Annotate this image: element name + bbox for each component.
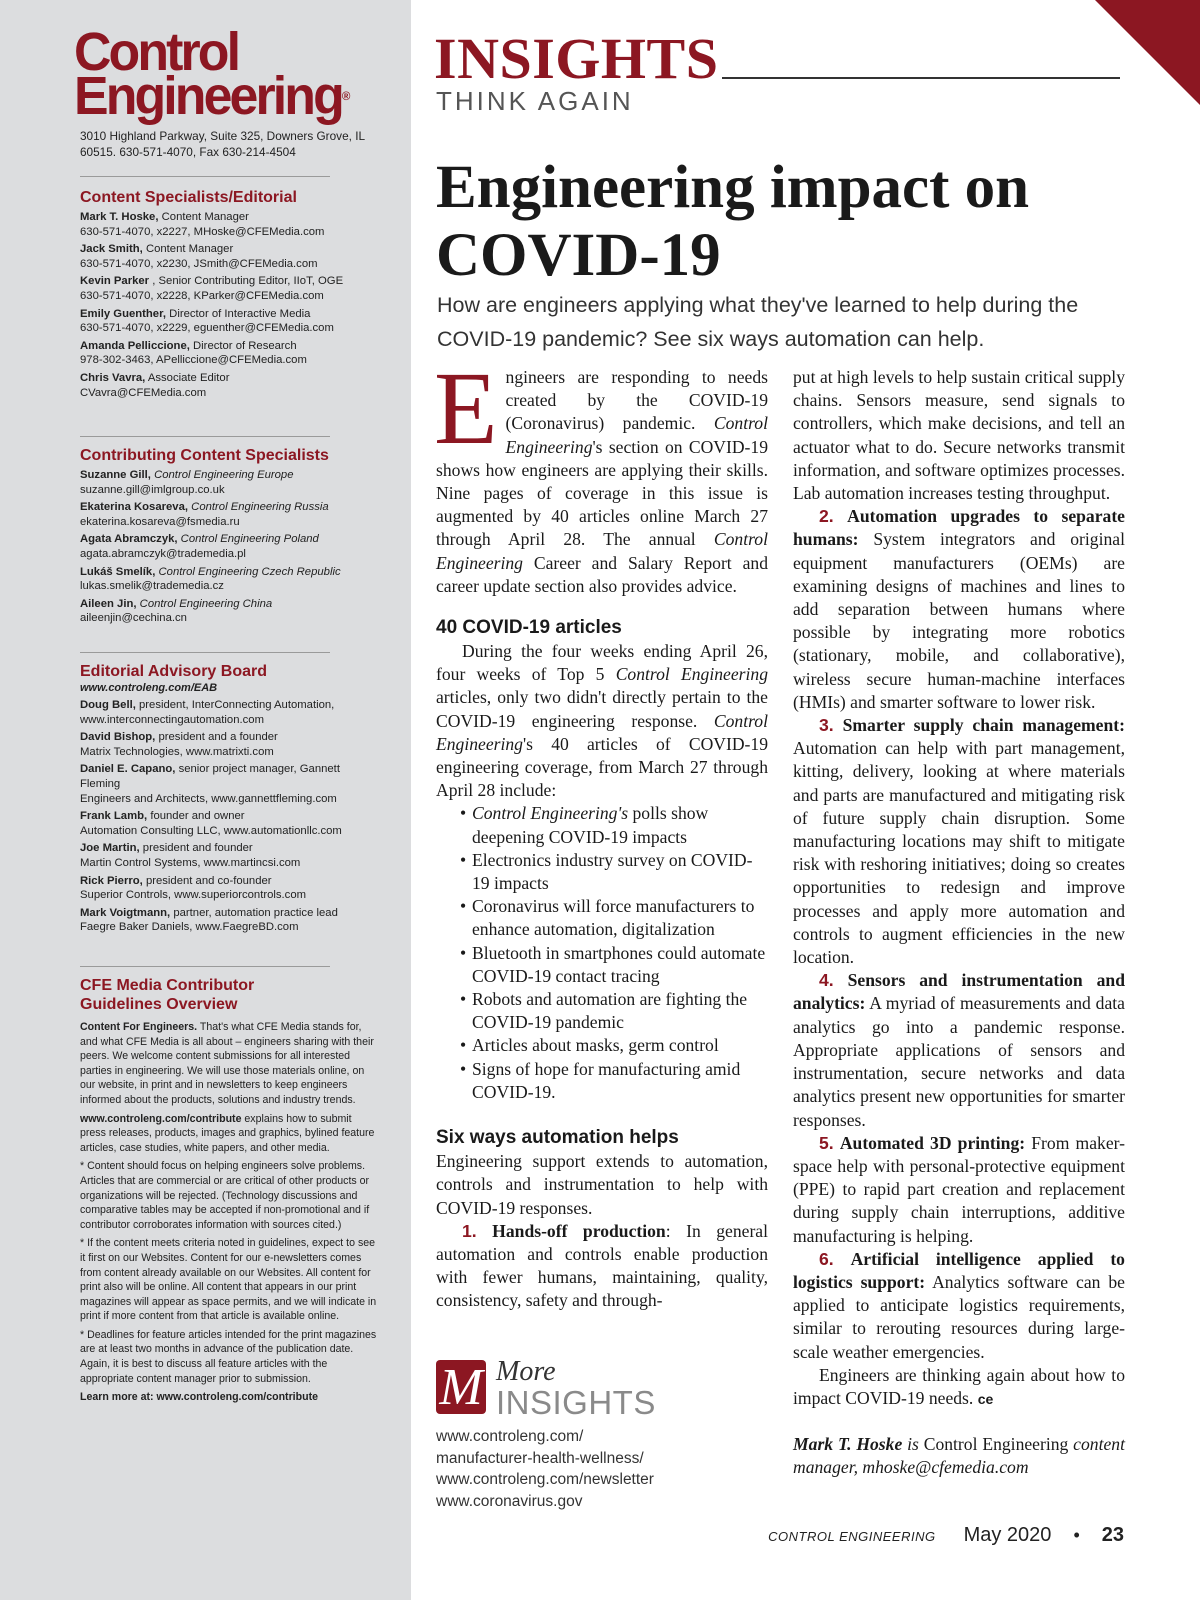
subheading-40-articles: 40 COVID-19 articles: [436, 617, 622, 639]
staff-entry: [80, 730, 380, 759]
staff-entry: [80, 565, 380, 594]
divider: [80, 436, 330, 437]
staff-entry: [80, 274, 380, 303]
way-text: : In general automation and controls enable production with fewer humans, maintaining, quality, consistency, safety and through-: [436, 1220, 768, 1311]
control-engineering-logo: [74, 22, 374, 126]
staff-contact: 630-571-4070, x2230, JSmith@CFEMedia.com: [80, 257, 318, 270]
staff-contact: CVavra@CFEMedia.com: [80, 386, 207, 399]
way-number: 2.: [819, 506, 834, 527]
article-column-2: [793, 366, 1125, 1480]
drop-cap: E: [434, 351, 498, 466]
way-3-paragraph: [793, 714, 1125, 969]
divider: [80, 176, 330, 177]
way-text: A myriad of measurements and data analytics go into a pandemic response. Appropriate applications of sensors and instrumentation, secure networks and data analytics present new opportunities for smarter responses.: [793, 993, 1125, 1130]
staff-contact: aileenjin@cechina.cn: [80, 612, 187, 625]
guidelines-paragraph: [80, 1112, 380, 1156]
staff-role: president and a founder: [158, 731, 278, 744]
way-1-paragraph: [436, 1220, 768, 1313]
staff-contact: www.interconnectingautomation.com: [80, 713, 264, 726]
staff-entry: [80, 698, 380, 727]
more-insights-badge-icon: M: [436, 1360, 486, 1414]
guidelines-text: explains how to submit press releases, products, images and graphics, bylined feature articles, case studies, white papers, and other media.: [80, 1112, 375, 1154]
staff-role: Control Engineering Europe: [154, 469, 294, 481]
section-heading: Editorial Advisory Board: [80, 663, 267, 680]
section-heading: CFE Media Contributor Guidelines Overview: [80, 977, 255, 1013]
guidelines-lead: Content For Engineers.: [80, 1021, 198, 1033]
staff-contact: Matrix Technologies, www.matrixti.com: [80, 745, 274, 758]
list-item: • Coronavirus will force manufacturers to enhance automation, digitalization: [472, 895, 768, 941]
staff-entry: [80, 339, 380, 368]
corner-triangle: [1095, 0, 1200, 105]
link[interactable]: www.controleng.com/newsletter: [436, 1471, 654, 1488]
text: polls show deepening COVID-19 impacts: [472, 803, 709, 847]
guidelines-paragraph: [80, 1020, 380, 1108]
staff-entry: [80, 532, 380, 561]
staff-role: president and co-founder: [145, 874, 272, 887]
staff-entry: [80, 468, 380, 497]
staff-entry: [80, 809, 380, 838]
publication-name: Control Engineering: [436, 710, 768, 754]
text: 's section on COVID-19 shows how engineers are applying their skills. Nine pages of coverage in this issue is augmented by 40 articles online March 27 through April 28. The annual: [436, 436, 768, 550]
way-number: 5.: [819, 1132, 834, 1153]
link[interactable]: manufacturer-health-wellness/: [436, 1449, 644, 1467]
staff-contact: agata.abramczyk@trademedia.pl: [80, 547, 246, 560]
guidelines-paragraph: * If the content meets criteria noted in guidelines, expect to see it first on our Websites. Content for our e-newsletters comes from content already available on our Websites. All content for print also will be online. All content that appears in our print magazines will appear as space permits, and we will indicate in print if more content from that article is available online.: [80, 1237, 377, 1323]
way-text: Analytics software can be applied to anticipate logistics requirements, similar to rerouting resources during large-scale weather emergencies.: [793, 1271, 1125, 1362]
editorial-staff-list: [80, 210, 380, 400]
body-paragraph: Engineering support extends to automation, controls and instrumentation to help with COVID-19 responses.: [436, 1151, 768, 1218]
staff-contact: Engineers and Architects, www.gannettfleming.com: [80, 792, 337, 805]
staff-role: Control Engineering Czech Republic: [158, 565, 341, 578]
contributing-section: [80, 446, 380, 626]
author-byline: [793, 1433, 1125, 1479]
list-item: [472, 802, 768, 848]
staff-role: Control Engineering Russia: [191, 501, 329, 514]
staff-name: Frank Lamb,: [80, 810, 148, 823]
staff-contact: ekaterina.kosareva@fsmedia.ru: [80, 515, 240, 528]
article-bullet-list: [472, 802, 768, 1104]
masthead-sidebar: [0, 0, 411, 1600]
staff-name: Suzanne Gill,: [80, 469, 151, 481]
staff-contact: lukas.smelik@trademedia.cz: [80, 580, 224, 593]
footer-publication: CONTROL ENGINEERING: [768, 1529, 936, 1544]
section-sublabel: THINK AGAIN: [436, 86, 634, 116]
publication-name: Control Engineering's: [472, 803, 629, 824]
way-lead: Sensors and instrumentation and analytics:: [793, 970, 1125, 1014]
list-item: • Signs of hope for manufacturing amid COVID-19.: [472, 1058, 768, 1104]
staff-entry: [80, 841, 380, 870]
way-6-paragraph: [793, 1248, 1125, 1364]
publication-name: Control Engineering: [923, 1434, 1069, 1455]
subheading-six-ways: Six ways automation helps: [436, 1127, 679, 1149]
staff-name: Agata Abramczyk,: [80, 533, 178, 546]
way-number: 1.: [462, 1220, 477, 1241]
list-item: • Electronics industry survey on COVID-19 impacts: [472, 849, 768, 895]
staff-role: Control Engineering Poland: [180, 533, 319, 546]
staff-entry: [80, 242, 380, 271]
way-text: Automation can help with part management, kitting, delivery, looking at where materials and parts are manufactured and mitigating risk of future supply chain disruption. Some manufacturing locations may shift to mitigate risk with reshoring initiatives; doing so creates opportunities to redesign and improve processes and apply more automation and controls to augment efficiencies in the new location.: [793, 738, 1125, 968]
staff-role: founder and owner: [150, 810, 245, 823]
staff-name: Rick Pierro,: [80, 874, 143, 887]
staff-role: president and founder: [142, 842, 253, 855]
staff-name: Chris Vavra,: [80, 371, 146, 384]
staff-contact: Automation Consulting LLC, www.automationllc.com: [80, 824, 342, 837]
way-lead: Hands-off production: [492, 1220, 666, 1241]
closing-paragraph: [793, 1364, 1125, 1411]
guidelines-learn-more: Learn more at: www.controleng.com/contribute: [80, 1391, 318, 1404]
staff-role: , Senior Contributing Editor, IIoT, OGE: [152, 275, 344, 288]
staff-entry: [80, 500, 380, 529]
divider: [80, 652, 330, 653]
publication-name: Control Engineering: [505, 413, 768, 457]
staff-name: Aileen Jin,: [80, 597, 137, 610]
staff-role: president, InterConnecting Automation,: [139, 699, 335, 711]
staff-name: Joe Martin,: [80, 842, 140, 855]
body-paragraph: [436, 640, 768, 802]
contributing-staff-list: [80, 468, 380, 626]
staff-name: Amanda Pelliccione,: [80, 339, 190, 352]
way-lead: Smarter supply chain management:: [842, 715, 1125, 736]
author-contact: content manager, mhoske@cfemedia.com: [793, 1434, 1125, 1478]
way-text: From maker-space help with personal-protective equipment (PPE) to rapid part creation and replacement during supply chain interruptions, additive manufacturing is helping.: [793, 1132, 1125, 1246]
link[interactable]: www.controleng.com/: [436, 1428, 584, 1445]
staff-contact: Faegre Baker Daniels, www.FaegreBD.com: [80, 921, 299, 934]
way-text: put at high levels to help sustain critical supply chains. Sensors measure, send signals to controllers, which make decisions, and tell an actuator what to do. Secure networks transmit information, and software optimizes processes. Lab automation increases testing throughput.: [793, 367, 1125, 504]
more-insights-links: [436, 1426, 654, 1512]
staff-name: Emily Guenther,: [80, 307, 167, 320]
way-1-continued: [793, 366, 1125, 505]
staff-name: Kevin Parker: [80, 275, 150, 288]
staff-name: David Bishop,: [80, 731, 156, 744]
article-deck: How are engineers applying what they've learned to help during the COVID-19 pandemic? See six ways automation can help.: [437, 293, 1079, 351]
guidelines-link: www.controleng.com/contribute: [80, 1112, 242, 1125]
staff-contact: Superior Controls, www.superiorcontrols.com: [80, 889, 307, 902]
section-heading: Content Specialists/Editorial: [80, 189, 297, 206]
staff-contact: 630-571-4070, x2227, MHoske@CFEMedia.com: [80, 225, 325, 238]
staff-entry: [80, 874, 380, 903]
section-label: INSIGHTS: [434, 26, 719, 91]
staff-role: Content Manager: [145, 243, 234, 256]
publisher-address: 3010 Highland Parkway, Suite 325, Downers Grove, IL 60515. 630-571-4070, Fax 630-214-4504: [80, 129, 365, 159]
advisory-board-section: [80, 662, 380, 935]
section-heading: Contributing Content Specialists: [80, 447, 329, 464]
staff-contact: 630-571-4070, x2229, eguenther@CFEMedia.com: [80, 322, 334, 335]
intro-paragraph: [434, 351, 768, 598]
staff-role: Control Engineering China: [139, 597, 273, 610]
way-lead: Automation upgrades to separate humans:: [793, 506, 1125, 550]
staff-role: Director of Interactive Media: [169, 307, 311, 320]
staff-name: Mark Voigtmann,: [80, 906, 171, 919]
staff-name: Jack Smith,: [80, 243, 143, 256]
staff-role: Content Manager: [161, 211, 249, 223]
list-item: • Robots and automation are fighting the COVID-19 pandemic: [472, 988, 768, 1034]
staff-name: Daniel E. Capano,: [80, 763, 176, 776]
staff-entry: [80, 210, 380, 239]
staff-role: Associate Editor: [147, 371, 230, 384]
way-number: 6.: [819, 1248, 834, 1269]
way-2-paragraph: [793, 505, 1125, 714]
text: During the four weeks ending April 26, four weeks of Top 5: [436, 641, 768, 685]
list-item: • Articles about masks, germ control: [472, 1034, 768, 1057]
more-insights-line-1: More: [496, 1356, 556, 1387]
page-number: 23: [1101, 1524, 1124, 1546]
staff-name: Doug Bell,: [80, 699, 136, 711]
text: ngineers are responding to needs created by the COVID-19 (Coronavirus) pandemic.: [505, 367, 768, 434]
author-name: Mark T. Hoske: [793, 1434, 903, 1455]
way-lead: Artificial intelligence applied to logistics support:: [793, 1248, 1125, 1292]
staff-contact: 978-302-3463, APelliccione@CFEMedia.com: [80, 354, 307, 367]
way-lead: Automated 3D printing:: [839, 1132, 1026, 1153]
staff-role: Director of Research: [193, 339, 297, 352]
contributor-guidelines-section: [80, 976, 380, 1405]
page-footer: [768, 1524, 1124, 1547]
way-number: 3.: [819, 715, 834, 736]
staff-entry: [80, 762, 380, 806]
staff-contact: Martin Control Systems, www.martincsi.com: [80, 856, 301, 869]
end-mark: ce: [977, 1390, 994, 1407]
article-column-1: [434, 351, 768, 1313]
staff-role: senior project manager, Gannett Fleming: [80, 763, 340, 790]
footer-date: May 2020: [963, 1524, 1052, 1546]
way-text: System integrators and original equipment manufacturers (OEMs) are examining designs of machines and lines to add separation between humans where possible by integrating more robotics (stationary, mobile, and collaborative), wireless secure human-machine interfaces (HMIs) and smarter software to lower risk.: [793, 529, 1125, 712]
guidelines-paragraph: * Deadlines for feature articles intended for the print magazines are at least two months in advance of the publication date. Again, it is best to discuss all feature articles with the appropriate content manager prior to submission.: [80, 1328, 377, 1385]
staff-entry: [80, 906, 380, 935]
staff-name: Mark T. Hoske,: [80, 211, 159, 223]
staff-contact: 630-571-4070, x2228, KParker@CFEMedia.com: [80, 289, 324, 302]
way-5-paragraph: [793, 1132, 1125, 1248]
logo-line-2-text: Engineering: [74, 66, 342, 126]
staff-name: Ekaterina Kosareva,: [80, 501, 189, 514]
text: articles, only two didn't directly pertain to the COVID-19 engineering response.: [436, 687, 768, 731]
link[interactable]: www.coronavirus.gov: [436, 1492, 583, 1510]
publication-name: Control Engineering: [436, 529, 768, 573]
publication-name: Control Engineering: [615, 664, 768, 685]
staff-role: partner, automation practice lead: [173, 906, 338, 919]
staff-entry: [80, 371, 380, 400]
logo-line-2: [74, 66, 362, 126]
advisory-board-list: [80, 698, 380, 935]
way-number: 4.: [819, 970, 834, 991]
footer-separator: •: [1073, 1525, 1080, 1545]
section-rule: [722, 77, 1120, 79]
text: Career and Salary Report and career update section also provides advice.: [436, 552, 768, 596]
more-insights-line-2: INSIGHTS: [496, 1384, 656, 1421]
staff-contact: suzanne.gill@imlgroup.co.uk: [80, 483, 225, 496]
way-4-paragraph: [793, 969, 1125, 1131]
article-title: Engineering impact on COVID-19: [436, 154, 1030, 289]
editorial-staff-section: [80, 188, 380, 400]
staff-entry: [80, 597, 380, 626]
text: is: [902, 1434, 924, 1455]
list-item: • Bluetooth in smartphones could automate COVID-19 contact tracing: [472, 942, 768, 988]
text: 's 40 articles of COVID-19 engineering coverage, from March 27 through April 28 include:: [436, 733, 768, 801]
advisory-url: www.controleng.com/EAB: [80, 682, 218, 694]
staff-name: Lukáš Smelík,: [80, 565, 156, 578]
more-insights-label: [496, 1358, 656, 1420]
guidelines-text: That's what CFE Media stands for, and what CFE Media is all about – engineers sharing with their peers. We welcome content submissions for all interested parties in engineering. We will use those materials online, on our website, in print and in newsletters to keep engineers informed about the products, solutions and industry trends.: [80, 1021, 374, 1106]
logo-line-1: Control: [74, 22, 239, 82]
divider: [80, 966, 330, 967]
staff-entry: [80, 307, 380, 336]
logo-registered-mark: ®: [341, 89, 351, 103]
guidelines-paragraph: * Content should focus on helping engineers solve problems. Articles that are commercial or are critical of other products or organizations will be rejected. (Technology discussions and comparative tables may be accepted if non-promotional and if contributor corroborates information with sources cited.): [80, 1160, 370, 1231]
text: Engineers are thinking again about how to impact COVID-19 needs.: [793, 1364, 1125, 1408]
